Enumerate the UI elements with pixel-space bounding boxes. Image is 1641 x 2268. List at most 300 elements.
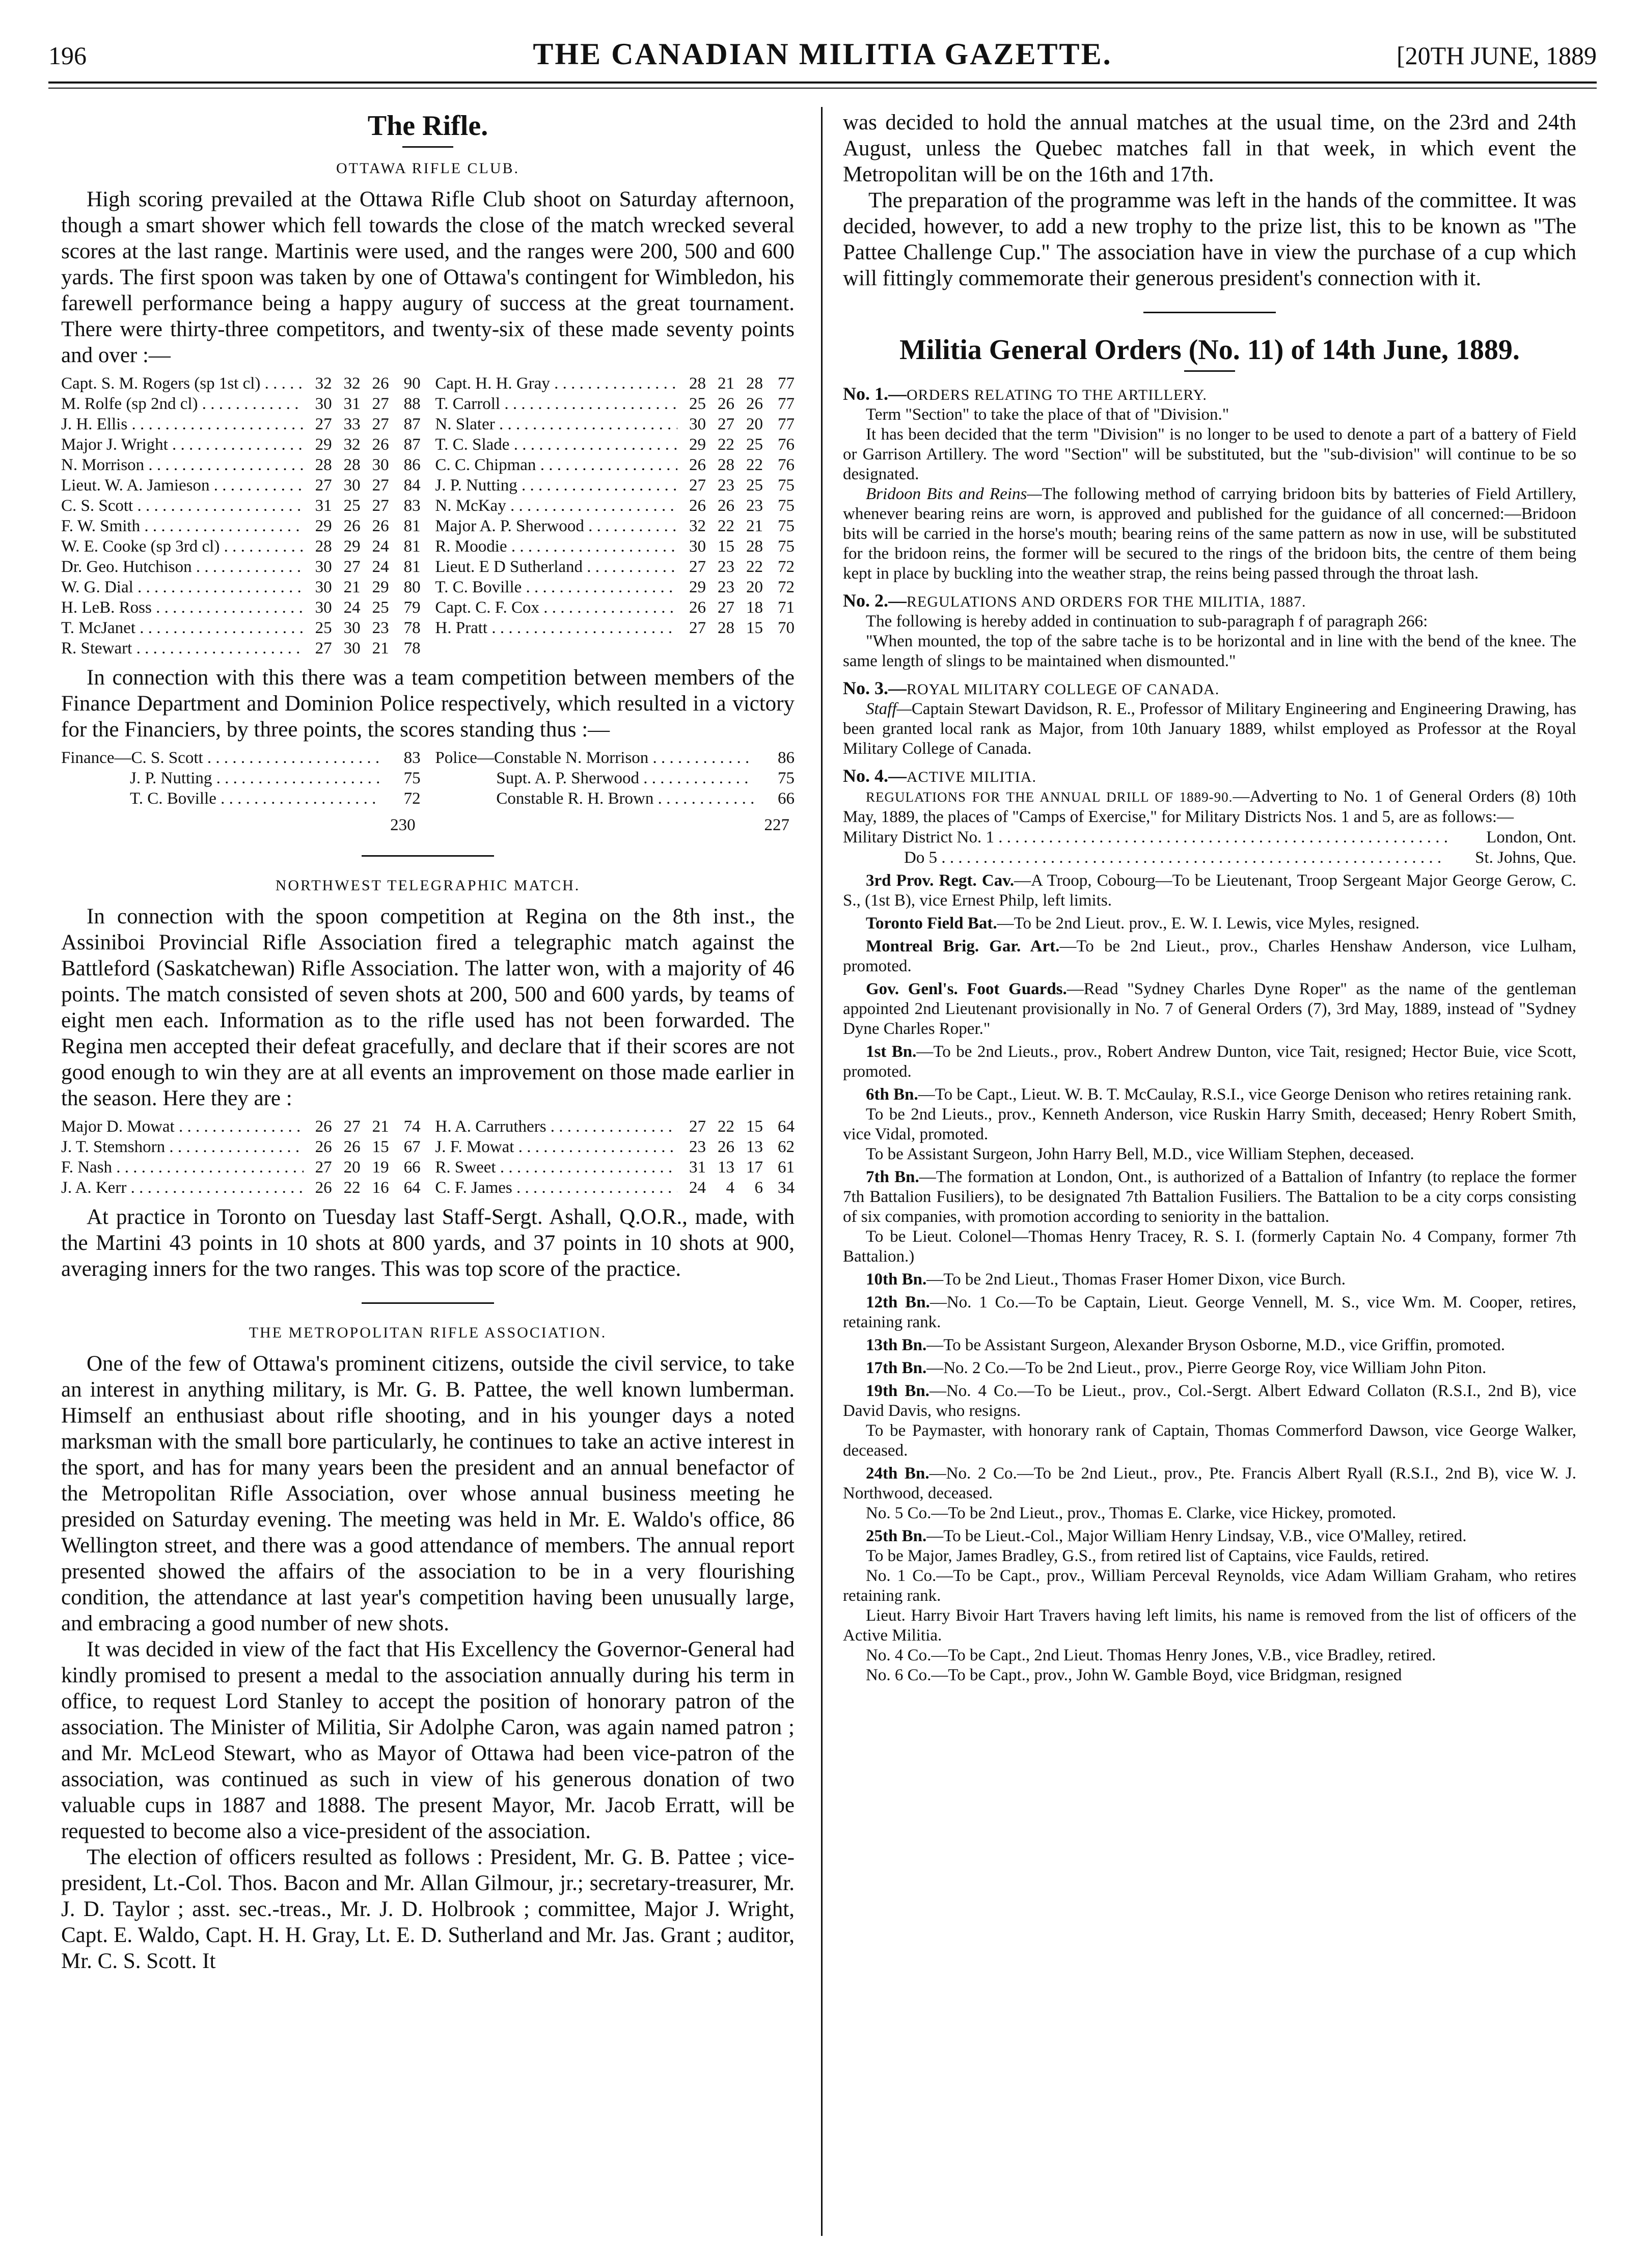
range-score: 27: [689, 476, 706, 495]
entry-text: To be Assistant Surgeon, John Harry Bell, M.D., vice William Stephen, deceased.: [866, 1145, 1414, 1163]
practice-note: [61, 1204, 795, 1282]
total-score: 75: [778, 517, 795, 535]
range-score: 22: [746, 558, 763, 576]
range-score: 25: [689, 395, 706, 413]
order-entry: [843, 1358, 1576, 1378]
range-score: 30: [315, 395, 332, 413]
lead-in: REGULATIONS FOR THE ANNUAL DRILL OF 1889-90.: [866, 789, 1233, 805]
range-score: 26: [718, 395, 734, 413]
range-score: 30: [315, 558, 332, 576]
member-name: Finance—C. S. Scott . . .: [61, 748, 380, 768]
score-row: [435, 414, 795, 434]
range-score: 23: [746, 497, 763, 515]
score-row: [61, 557, 421, 577]
range-score: 28: [343, 456, 361, 474]
range-score: 15: [746, 619, 763, 637]
header-rule-thin: [48, 88, 1597, 89]
range-score: 31: [689, 1158, 706, 1177]
appointments-list: [843, 871, 1576, 1685]
unit-name: Toronto Field Bat.: [866, 914, 997, 933]
range-score: 30: [315, 598, 332, 617]
range-score: 27: [372, 415, 389, 433]
range-score: 26: [689, 497, 706, 515]
entry-text: —To be 2nd Lieut., Thomas Fraser Homer Dixon, vice Burch.: [926, 1270, 1346, 1289]
entry-text: —To be 2nd Lieuts., prov., Robert Andrew Dunton, vice Tait, resigned; Hector Buie, vice Scott, promoted.: [843, 1043, 1576, 1081]
page-header: [48, 26, 1597, 72]
competitor-name: C. F. James . . .: [435, 1178, 677, 1198]
lead-in: Staff—: [866, 700, 912, 718]
right-column: [843, 110, 1576, 1685]
range-score: 33: [343, 415, 361, 433]
unit-name: 3rd Prov. Regt. Cav.: [866, 871, 1015, 890]
range-score: 27: [718, 415, 734, 433]
entry-text: —To be Assistant Surgeon, Alexander Bryson Osborne, M.D., vice Griffin, promoted.: [926, 1336, 1505, 1354]
competitor-name: R. Moodie . . .: [435, 536, 677, 557]
range-score: 4: [726, 1179, 734, 1197]
range-score: 30: [689, 415, 706, 433]
range-score: 32: [343, 435, 361, 454]
unit-name: 10th Bn.: [866, 1270, 927, 1289]
range-score: 15: [372, 1138, 389, 1156]
team-row: [435, 768, 795, 788]
order-number: No. 4.—: [843, 766, 907, 786]
range-score: 31: [343, 395, 361, 413]
entry-text: —The formation at London, Ont., is authorized of a Battalion of Infantry (to replace the former 7th Battalion Fusiliers), to be designated 7th Battalion Fusiliers. The Battalion to be a city corps consisting of six companies, with promotion according to seniority in the battalion.: [843, 1168, 1576, 1226]
entry-text: —No. 2 Co.—To be 2nd Lieut., prov., Pte. Francis Albert Ryall (R.S.I., 2nd B), vice W. J. Northwood, deceased.: [843, 1464, 1576, 1502]
competitor-name: N. McKay . . .: [435, 496, 677, 516]
order-entry: [843, 1105, 1576, 1144]
paragraph: was decided to hold the annual matches at the usual time, on the 23rd and 24th August, unless the Quebec matches fall in that week, in which event the Metropolitan will be on the 16th and 17th.: [843, 111, 1576, 186]
member-name: Supt. A. P. Sherwood . . .: [435, 768, 754, 788]
competitor-name: Dr. Geo. Hutchison . . .: [61, 557, 304, 577]
range-score: 23: [372, 619, 389, 637]
total-score: 88: [403, 395, 421, 413]
total-score: 81: [403, 558, 421, 576]
total-score: 78: [403, 639, 421, 658]
range-score: 27: [718, 598, 734, 617]
page-number: 196: [48, 41, 87, 70]
score-row: [61, 373, 421, 394]
team-row: [435, 748, 795, 768]
order-entry: [843, 1085, 1576, 1105]
entry-text: —No. 1 Co.—To be Captain, Lieut. George Vennell, M. S., vice Wm. M. Cooper, retires, retaining rank.: [843, 1293, 1576, 1331]
total-score: 79: [403, 598, 421, 617]
lead-in: Bridoon Bits and Reins—: [866, 485, 1042, 503]
score-row: [61, 536, 421, 557]
entry-text: —To be Lieut.-Col., Major William Henry Lindsay, V.B., vice O'Malley, retired.: [926, 1527, 1467, 1545]
range-score: 19: [372, 1158, 389, 1177]
masthead-title: THE CANADIAN MILITIA GAZETTE.: [533, 37, 1112, 71]
paragraph: In connection with the spoon competition at Regina on the 8th inst., the Assiniboi Provincial Rifle Association fired a telegraphic match against the Battleford (Saskatchewan) Rifle Association. The latter won, with a majority of 46 points. The match consisted of seven shots at 200, 500 and 600 yards, by teams of eight men each. Information as to the rifle used has not been forwarded. The Regina men accepted their defeat gracefully, and declare that if their scores are not good enough to win they are at all events an improvement on those made earlier in the season. Here they are :: [61, 905, 795, 1110]
range-score: 23: [718, 476, 734, 495]
metropolitan-heading: THE METROPOLITAN RIFLE ASSOCIATION.: [249, 1324, 607, 1341]
metropolitan-article-continued: [843, 110, 1576, 291]
entry-text: No. 6 Co.—To be Capt., prov., John W. Gamble Boyd, vice Bridgman, resigned: [866, 1666, 1402, 1684]
range-score: 29: [315, 517, 332, 535]
northwest-score-table: [61, 1116, 795, 1198]
column-divider: [821, 107, 823, 2236]
entry-text: —A Troop, Cobourg—To be Lieutenant, Troop Sergeant Major George Gerow, C. S., (1st B), vice Ernest Philp, left limits.: [843, 871, 1576, 910]
range-score: 28: [718, 619, 734, 637]
unit-name: 24th Bn.: [866, 1464, 929, 1483]
total-score: 90: [403, 374, 421, 393]
text: The following method of carrying bridoon bits by batteries of Field Artillery, whenever bearing reins are worn, is approved and published for the guidance of all concerned:—Bridoon bits will be carried in the horse's mouth; bearing reins of the same pattern as now in use, will be substituted for the bridoon reins, the former will be secured to the rings of the bridoon bits, the centre of them being kept in place by buckling into the weather strap, the reins being passed through the throat lash.: [843, 485, 1576, 583]
competitor-name: Capt. C. F. Cox . . .: [435, 597, 677, 618]
range-score: 26: [315, 1117, 332, 1136]
member-score: 75: [403, 769, 421, 787]
competitor-name: Major A. P. Sherwood . . .: [435, 516, 677, 536]
order-heading: [843, 766, 1576, 787]
range-score: 22: [343, 1179, 361, 1197]
metropolitan-article: [61, 1351, 795, 1974]
northwest-heading: NORTHWEST TELEGRAPHIC MATCH.: [275, 877, 581, 894]
range-score: 23: [718, 558, 734, 576]
team-article: [61, 665, 795, 743]
total-score: 72: [778, 578, 795, 596]
order-entry: [843, 1042, 1576, 1082]
member-score: 83: [403, 749, 421, 767]
order-entry: [843, 1566, 1576, 1606]
score-row: [435, 577, 795, 597]
competitor-name: H. A. Carruthers . . .: [435, 1116, 677, 1137]
score-row: [435, 1178, 795, 1198]
score-column: [61, 373, 421, 659]
entry-text: To be Paymaster, with honorary rank of Captain, Thomas Commerford Dawson, vice George Walker, deceased.: [843, 1422, 1576, 1460]
order-subject: ACTIVE MILITIA.: [907, 769, 1036, 785]
range-score: 29: [372, 578, 389, 596]
competitor-name: Major D. Mowat . . .: [61, 1116, 304, 1137]
entry-text: —No. 2 Co.—To be 2nd Lieut., prov., Pierre George Roy, vice William John Piton.: [926, 1359, 1487, 1377]
score-row: [61, 1178, 421, 1198]
paragraph: It has been decided that the term "Division" is no longer to be used to denote a part of a battery of Field or Garrison Artillery. The word "Section" will be substituted, but the "sub-division" will continue to be so designated.: [843, 425, 1576, 483]
member-score: 72: [403, 789, 421, 808]
range-score: 27: [689, 1117, 706, 1136]
entry-text: To be 2nd Lieuts., prov., Kenneth Anderson, vice Ruskin Harry Smith, deceased; Henry Robert Smith, vice Vidal, promoted.: [843, 1105, 1576, 1143]
total-score: 64: [403, 1179, 421, 1197]
range-score: 24: [372, 537, 389, 556]
range-score: 26: [343, 1138, 361, 1156]
total-score: 61: [778, 1158, 795, 1177]
score-row: [61, 496, 421, 516]
order-heading: [843, 678, 1576, 699]
member-score: 66: [778, 789, 795, 808]
score-row: [435, 373, 795, 394]
range-score: 22: [718, 435, 734, 454]
range-score: 13: [746, 1138, 763, 1156]
competitor-name: F. W. Smith . . .: [61, 516, 304, 536]
competitor-name: J. T. Stemshorn . . .: [61, 1137, 304, 1157]
range-score: 22: [746, 456, 763, 474]
score-row: [61, 414, 421, 434]
range-score: 28: [689, 374, 706, 393]
order-heading: [843, 384, 1576, 405]
order-entry: [843, 1504, 1576, 1523]
total-score: 75: [778, 476, 795, 495]
district-name: Do 5 . . .: [843, 848, 1449, 868]
score-row: [61, 597, 421, 618]
range-score: 26: [343, 517, 361, 535]
range-score: 27: [689, 619, 706, 637]
entry-text: Lieut. Harry Bivoir Hart Travers having left limits, his name is removed from the list of officers of the Active Militia.: [843, 1606, 1576, 1645]
order-entry: [843, 1421, 1576, 1461]
order-subject: ORDERS RELATING TO THE ARTILLERY.: [907, 387, 1207, 403]
order-entry: [843, 1335, 1576, 1355]
order-entry: [843, 979, 1576, 1039]
paragraph: In connection with this there was a team competition between members of the Finance Department and Dominion Police respectively, which resulted in a victory for the Financiers, by three points, the scores standing thus :—: [61, 666, 795, 742]
order-subject: ROYAL MILITARY COLLEGE OF CANADA.: [907, 681, 1220, 698]
score-row: [61, 516, 421, 536]
range-score: 24: [372, 558, 389, 576]
total-score: 74: [403, 1117, 421, 1136]
range-score: 21: [746, 517, 763, 535]
range-score: 20: [746, 415, 763, 433]
competitor-name: F. Nash . . .: [61, 1157, 304, 1178]
competitor-name: Major J. Wright . . .: [61, 434, 304, 455]
total-score: 77: [778, 374, 795, 393]
competitor-name: C. S. Scott . . .: [61, 496, 304, 516]
range-score: 27: [343, 558, 361, 576]
score-row: [61, 434, 421, 455]
member-name: T. C. Boville . . .: [61, 788, 380, 809]
paragraph: [843, 484, 1576, 584]
text: Captain Stewart Davidson, R. E., Professor of Military Engineering and Engineering Drawing, has been granted local rank as Major, from 10th January 1889, whilst employed as Professor at the Royal Military College of Canada.: [843, 700, 1576, 758]
member-name: Police—Constable N. Morrison . . .: [435, 748, 754, 768]
district-row: [843, 848, 1576, 868]
competitor-name: J. P. Nutting . . .: [435, 475, 677, 496]
competitor-name: R. Stewart . . .: [61, 638, 304, 659]
range-score: 27: [343, 1117, 361, 1136]
paragraph: [843, 699, 1576, 759]
order-entry: [843, 1293, 1576, 1332]
score-row: [435, 516, 795, 536]
team-row: [61, 788, 421, 809]
total-score: 86: [403, 456, 421, 474]
range-score: 23: [689, 1138, 706, 1156]
order-entry: [843, 1464, 1576, 1504]
paragraph: High scoring prevailed at the Ottawa Rifle Club shoot on Saturday afternoon, though a smart shower which fell towards the close of the match wrecked several scores at the last range. Martinis were used, and the ranges were 200, 500 and 600 yards. The first spoon was taken by one of Ottawa's contingent for Wimbledon, his farewell performance being a happy augury of success at the great tournament. There were thirty-three competitors, and twenty-six of these made seventy points and over :—: [61, 187, 795, 367]
finance-total: 230: [390, 816, 416, 834]
total-score: 75: [778, 537, 795, 556]
police-total: 227: [764, 816, 789, 834]
range-score: 6: [754, 1179, 763, 1197]
score-row: [61, 618, 421, 638]
range-score: 31: [315, 497, 332, 515]
total-score: 77: [778, 395, 795, 413]
unit-name: 12th Bn.: [866, 1293, 930, 1311]
range-score: 24: [689, 1179, 706, 1197]
competitor-name: J. A. Kerr . . .: [61, 1178, 304, 1198]
range-score: 26: [689, 456, 706, 474]
range-score: 30: [343, 639, 361, 658]
member-score: 86: [778, 749, 795, 767]
range-score: 26: [372, 374, 389, 393]
section-title: The Rifle.: [367, 110, 488, 142]
total-score: 81: [403, 517, 421, 535]
range-score: 26: [372, 435, 389, 454]
competitor-name: T. Carroll . . .: [435, 394, 677, 414]
range-score: 30: [343, 619, 361, 637]
orders-title: Militia General Orders (No. 11) of 14th June, 1889.: [899, 334, 1520, 366]
total-score: 87: [403, 435, 421, 454]
range-score: 26: [315, 1179, 332, 1197]
unit-name: 6th Bn.: [866, 1085, 918, 1104]
total-score: 71: [778, 598, 795, 617]
member-name: J. P. Nutting . . .: [61, 768, 380, 788]
order-entry: [843, 1606, 1576, 1646]
range-score: 24: [343, 598, 361, 617]
section-separator: [1143, 312, 1276, 313]
range-score: 29: [343, 537, 361, 556]
competitor-name: Capt. H. H. Gray . . .: [435, 373, 677, 394]
district-place: London, Ont.: [1486, 828, 1576, 846]
issue-date: [20TH JUNE, 1889: [1396, 41, 1597, 70]
range-score: 18: [746, 598, 763, 617]
entry-text: —To be Capt., Lieut. W. B. T. McCaulay, R.S.I., vice George Denison who retires retaining rank.: [918, 1085, 1572, 1104]
range-score: 27: [372, 497, 389, 515]
total-score: 75: [778, 497, 795, 515]
range-score: 27: [372, 395, 389, 413]
total-score: 76: [778, 456, 795, 474]
range-score: 15: [718, 537, 734, 556]
range-score: 25: [315, 619, 332, 637]
unit-name: 7th Bn.: [866, 1168, 919, 1186]
score-row: [435, 1137, 795, 1157]
score-row: [61, 638, 421, 659]
order-entry: [843, 1546, 1576, 1566]
score-row: [435, 394, 795, 414]
finance-scores: [61, 748, 421, 809]
competitor-name: N. Morrison . . .: [61, 455, 304, 475]
northwest-article: [61, 904, 795, 1111]
entry-text: —To be 2nd Lieut., prov., Charles Henshaw Anderson, vice Lulham, promoted.: [843, 937, 1576, 975]
paragraph: "When mounted, the top of the sabre tache is to be horizontal and in line with the bend of the knee. The same length of slings to be maintained when dismounted.": [843, 632, 1576, 670]
total-score: 83: [403, 497, 421, 515]
range-score: 29: [689, 578, 706, 596]
score-row: [435, 496, 795, 516]
order-entry: [843, 1665, 1576, 1685]
entry-text: No. 4 Co.—To be Capt., 2nd Lieut. Thomas Henry Jones, V.B., vice Bradley, retired.: [866, 1646, 1436, 1664]
score-row: [435, 597, 795, 618]
score-row: [61, 475, 421, 496]
order-entry: [843, 1526, 1576, 1546]
range-score: 30: [372, 456, 389, 474]
range-score: 30: [689, 537, 706, 556]
score-column: [435, 1116, 795, 1198]
order-number: No. 3.—: [843, 678, 907, 698]
range-score: 21: [718, 374, 734, 393]
paragraph: It was decided in view of the fact that His Excellency the Governor-General had kindly promised to present a medal to the association annually during his term in office, to request Lord Stanley to accept the position of honorary patron of the association. The Minister of Militia, Sir Adolphe Caron, was again named patron ; and Mr. McLeod Stewart, who as Mayor of Ottawa had been vice-patron of the association, was continued as such in view of his generous donation of two valuable cups in 1887 and 1888. The present Mayor, Mr. Jacob Erratt, will be requested to become also a vice-president of the association.: [61, 1637, 795, 1843]
order-entry: [843, 937, 1576, 976]
unit-name: 19th Bn.: [866, 1382, 929, 1400]
range-score: 23: [718, 578, 734, 596]
total-score: 34: [778, 1179, 795, 1197]
total-score: 64: [778, 1117, 795, 1136]
competitor-name: M. Rolfe (sp 2nd cl) . . .: [61, 394, 304, 414]
competitor-name: R. Sweet . . .: [435, 1157, 677, 1178]
range-score: 32: [315, 374, 332, 393]
range-score: 26: [718, 1138, 734, 1156]
score-row: [61, 1116, 421, 1137]
range-score: 29: [315, 435, 332, 454]
range-score: 29: [689, 435, 706, 454]
total-score: 72: [778, 558, 795, 576]
entry-text: —No. 4 Co.—To be Lieut., prov., Col.-Sergt. Albert Edward Collaton (R.S.I., 2nd B), vice David Davis, who resigns.: [843, 1382, 1576, 1420]
order-4: [843, 766, 1576, 1685]
competitor-name: H. Pratt . . .: [435, 618, 677, 638]
order-2: [843, 591, 1576, 671]
paragraph: Term "Section" to take the place of that of "Division.": [866, 405, 1229, 424]
range-score: 21: [343, 578, 361, 596]
entry-text: —To be 2nd Lieut. prov., E. W. I. Lewis, vice Myles, resigned.: [997, 914, 1420, 933]
order-entry: [843, 1381, 1576, 1421]
total-score: 67: [403, 1138, 421, 1156]
range-score: 30: [343, 476, 361, 495]
unit-name: Gov. Genl's. Foot Guards.: [866, 980, 1067, 998]
order-heading: [843, 591, 1576, 612]
title-rule: [402, 146, 453, 148]
score-row: [61, 1157, 421, 1178]
paragraph: The election of officers resulted as follows : President, Mr. G. B. Pattee ; vice-president, Lt.-Col. Thos. Bacon and Mr. Allan Gilmour, jr.; secretary-treasurer, Mr. J. D. Taylor ; asst. sec.-treas., Mr. J. D. Holbrook ; committee, Major J. Wright, Capt. E. Waldo, Capt. H. H. Gray, Lt. E. D. Sutherland and Mr. Jas. Grant ; auditor, Mr. C. S. Scott. It: [61, 1845, 795, 1973]
range-score: 22: [718, 1117, 734, 1136]
entry-text: —Read "Sydney Charles Dyne Roper" as the name of the gentleman appointed 2nd Lieutenant provisionally in No. 7 of General Orders (7), 3rd May, 1889, instead of "Sydney Dyne Charles Roper.": [843, 980, 1576, 1038]
range-score: 13: [718, 1158, 734, 1177]
order-entry: [843, 1144, 1576, 1164]
left-column: [61, 110, 795, 1974]
team-row: [61, 768, 421, 788]
general-orders: [843, 384, 1576, 1685]
range-score: 30: [315, 578, 332, 596]
score-row: [435, 557, 795, 577]
range-score: 26: [315, 1138, 332, 1156]
competitor-name: T. C. Slade . . .: [435, 434, 677, 455]
district-place: St. Johns, Que.: [1475, 849, 1576, 867]
order-entry: [843, 1646, 1576, 1665]
range-score: 27: [689, 558, 706, 576]
paragraph: [843, 787, 1576, 827]
range-score: 25: [343, 497, 361, 515]
district-name: Military District No. 1 . . .: [843, 827, 1449, 848]
competitor-name: J. H. Ellis . . .: [61, 414, 304, 434]
competitor-name: J. F. Mowat . . .: [435, 1137, 677, 1157]
total-score: 76: [778, 435, 795, 454]
score-row: [435, 455, 795, 475]
total-score: 62: [778, 1138, 795, 1156]
member-score: 75: [778, 769, 795, 787]
range-score: 25: [746, 435, 763, 454]
paragraph: The following is hereby added in continuation to sub-paragraph f of paragraph 266:: [866, 612, 1428, 631]
range-score: 27: [315, 415, 332, 433]
range-score: 32: [343, 374, 361, 393]
entry-text: No. 1 Co.—To be Capt., prov., William Perceval Reynolds, vice Adam William Graham, who retires retaining rank.: [843, 1567, 1576, 1605]
score-row: [61, 1137, 421, 1157]
range-score: 27: [315, 476, 332, 495]
ottawa-article: [61, 186, 795, 368]
score-row: [435, 618, 795, 638]
entry-text: To be Major, James Bradley, G.S., from retired list of Captains, vice Faulds, retired.: [866, 1547, 1429, 1565]
district-row: [843, 827, 1576, 848]
score-column: [435, 373, 795, 659]
unit-name: Montreal Brig. Gar. Art.: [866, 937, 1060, 955]
order-entry: [843, 1270, 1576, 1290]
total-score: 84: [403, 476, 421, 495]
total-score: 81: [403, 537, 421, 556]
competitor-name: Capt. S. M. Rogers (sp 1st cl) . . .: [61, 373, 304, 394]
score-row: [435, 1157, 795, 1178]
score-row: [61, 577, 421, 597]
unit-name: 25th Bn.: [866, 1527, 927, 1545]
score-row: [61, 394, 421, 414]
range-score: 21: [372, 1117, 389, 1136]
